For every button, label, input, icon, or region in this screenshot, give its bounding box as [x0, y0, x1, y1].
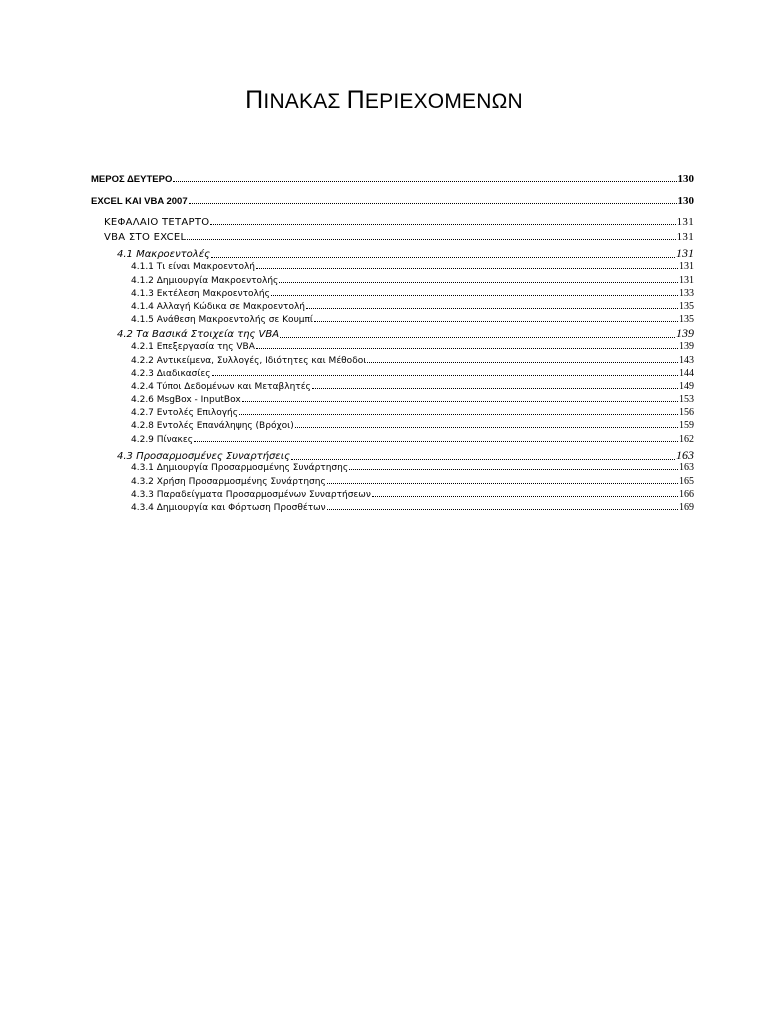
toc-entry[interactable] — [131, 434, 694, 445]
toc-entry-label: 4.2.4 Τύποι Δεδομένων και Μεταβλητές — [131, 382, 311, 392]
toc-leader-dots — [239, 414, 678, 415]
toc-entry-label: 4.2.8 Εντολές Επανάληψης (Βρόχοι) — [131, 421, 294, 431]
toc-leader-dots — [194, 441, 678, 442]
toc-entry[interactable] — [131, 355, 694, 366]
toc-entry-label: 4.2.1 Επεξεργασία της VBA — [131, 342, 255, 352]
toc-entry[interactable] — [117, 448, 694, 463]
toc-entry[interactable] — [131, 502, 694, 513]
toc-leader-dots — [271, 295, 678, 296]
toc-leader-dots — [306, 308, 678, 309]
toc-entry-label: ΚΕΦΑΛΑΙΟ ΤΕΤΑΡΤΟ — [104, 217, 210, 228]
toc-leader-dots — [189, 203, 677, 204]
title-word-1: ΙΝΑΚΑΣ — [263, 90, 347, 113]
toc-entry-page: 143 — [679, 355, 694, 366]
toc-entry-page: 131 — [679, 261, 694, 272]
toc-entry[interactable] — [131, 314, 694, 325]
toc-entry[interactable] — [131, 420, 694, 431]
toc-entry-label: 4.1.2 Δημιουργία Μακροεντολής — [131, 276, 279, 286]
toc-leader-dots — [242, 401, 678, 402]
title-initial-1: Π — [245, 86, 264, 114]
toc-entry-page: 163 — [679, 462, 694, 473]
toc-entry-page: 144 — [679, 368, 694, 379]
toc-leader-dots — [279, 282, 678, 283]
toc-entry-page: 131 — [676, 231, 694, 243]
toc-entry-label: 4.1.5 Ανάθεση Μακροεντολής σε Κουμπί — [131, 315, 313, 325]
toc-entry-label: 4.2.6 MsgBox - InputBox — [131, 395, 241, 405]
toc-entry[interactable] — [104, 231, 694, 243]
toc-entry-page: 139 — [679, 341, 694, 352]
toc-entry[interactable] — [131, 288, 694, 299]
toc-entry-page: 139 — [676, 326, 694, 340]
toc-leader-dots — [256, 268, 678, 269]
toc-entry[interactable] — [131, 261, 694, 272]
toc-entry[interactable] — [104, 216, 694, 228]
toc-leader-dots — [291, 459, 675, 460]
toc-entry-page: 133 — [679, 288, 694, 299]
toc-leader-dots — [314, 321, 678, 322]
toc-entry-label: 4.2 Τα Βασικά Στοιχεία της VBA — [117, 329, 280, 340]
toc-entry[interactable] — [117, 246, 694, 261]
toc-leader-dots — [256, 348, 678, 349]
toc-entry-page: 159 — [679, 420, 694, 431]
toc-entry[interactable] — [131, 275, 694, 286]
toc-entry-label: 4.3 Προσαρμοσμένες Συναρτήσεις — [117, 451, 290, 462]
toc-entry-label: 4.3.2 Χρήση Προσαρμοσμένης Συνάρτησης — [131, 477, 326, 487]
toc-entry-page: 165 — [679, 476, 694, 487]
toc-entry-page: 169 — [679, 502, 694, 513]
toc-leader-dots — [312, 388, 678, 389]
toc-leader-dots — [367, 362, 678, 363]
toc-entry-page: 131 — [676, 246, 694, 260]
title-initial-2: Π — [346, 86, 365, 114]
toc-leader-dots — [349, 469, 678, 470]
toc-entry-label: 4.1.1 Τι είναι Μακροεντολή — [131, 262, 256, 272]
toc-entry-page: 135 — [679, 301, 694, 312]
toc-leader-dots — [210, 224, 675, 225]
toc-entry[interactable] — [131, 301, 694, 312]
toc-entry-label: EXCEL ΚΑΙ VBA 2007 — [91, 196, 188, 207]
toc-entry-page: 153 — [679, 394, 694, 405]
toc-entry-label: 4.2.9 Πίνακες — [131, 435, 193, 445]
toc-leader-dots — [280, 337, 675, 338]
toc-entry-page: 130 — [677, 173, 694, 185]
toc-entry-page: 156 — [679, 407, 694, 418]
toc-entry-page: 135 — [679, 314, 694, 325]
toc-entry-page: 162 — [679, 434, 694, 445]
toc-entry-label: 4.3.1 Δημιουργία Προσαρμοσμένης Συνάρτησης — [131, 463, 349, 473]
title-word-2: ΕΡΙΕΧΟΜΕΝΩΝ — [364, 90, 523, 113]
toc-entry-label: VBA ΣΤΟ EXCEL — [104, 232, 187, 243]
toc-entry-label: 4.1.3 Εκτέλεση Μακροεντολής — [131, 289, 270, 299]
toc-entry[interactable] — [117, 326, 694, 341]
toc-leader-dots — [327, 509, 678, 510]
toc-entry-page: 131 — [676, 216, 694, 228]
toc-leader-dots — [372, 496, 678, 497]
toc-entry-page: 131 — [679, 275, 694, 286]
toc-entry-page: 166 — [679, 489, 694, 500]
toc-leader-dots — [187, 239, 675, 240]
toc-entry[interactable] — [131, 394, 694, 405]
toc-entry[interactable] — [131, 381, 694, 392]
toc-entry[interactable] — [131, 476, 694, 487]
toc-entry-page: 149 — [679, 381, 694, 392]
toc-entry[interactable] — [131, 341, 694, 352]
toc-leader-dots — [211, 257, 675, 258]
toc-entry-label: 4.1.4 Αλλαγή Κώδικα σε Μακροεντολή — [131, 302, 305, 312]
toc-leader-dots — [327, 483, 678, 484]
toc-entry-label: 4.1 Μακροεντολές — [117, 249, 210, 260]
toc-entry-page: 163 — [676, 448, 694, 462]
toc-entry-label: 4.3.3 Παραδείγματα Προσαρμοσμένων Συναρτήσεων — [131, 490, 371, 500]
toc-entry-label: 4.2.7 Εντολές Επιλογής — [131, 408, 239, 418]
toc-entry[interactable] — [131, 489, 694, 500]
toc-leader-dots — [173, 181, 676, 182]
toc-entry[interactable] — [91, 173, 694, 185]
toc-entry-label: 4.2.3 Διαδικασίες — [131, 369, 211, 379]
toc-entry[interactable] — [131, 368, 694, 379]
toc-entry[interactable] — [91, 195, 694, 207]
toc-entry-label: 4.2.2 Αντικείμενα, Συλλογές, Ιδιότητες και Μέθοδοι — [131, 356, 367, 366]
toc-entry-label: ΜΕΡΟΣ ΔΕΥΤΕΡΟ — [91, 174, 173, 185]
toc-entry-page: 130 — [677, 195, 694, 207]
page-title — [0, 86, 768, 115]
toc-entry[interactable] — [131, 407, 694, 418]
toc-entry[interactable] — [131, 462, 694, 473]
toc-leader-dots — [212, 375, 678, 376]
toc-leader-dots — [295, 427, 678, 428]
toc-entry-label: 4.3.4 Δημιουργία και Φόρτωση Προσθέτων — [131, 503, 326, 513]
